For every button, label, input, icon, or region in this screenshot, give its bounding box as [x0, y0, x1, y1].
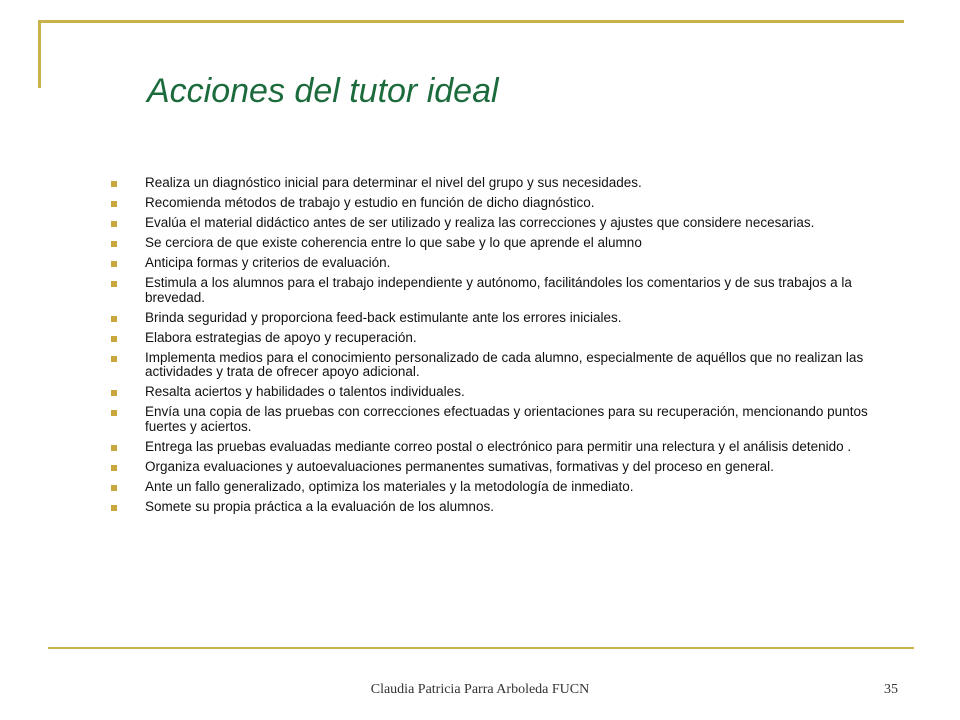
bullet-text: Entrega las pruebas evaluadas mediante correo postal o electrónico para permitir una relectura y el análisis detenido . [145, 438, 852, 454]
list-item [108, 196, 898, 211]
square-bullet-icon [111, 485, 117, 491]
list-item [108, 276, 898, 305]
bullet-text: Anticipa formas y criterios de evaluación. [145, 255, 391, 270]
list-item [108, 500, 898, 515]
square-bullet-icon [111, 505, 117, 511]
left-rule [38, 20, 41, 88]
list-item [108, 385, 898, 400]
square-bullet-icon [111, 281, 117, 287]
bullet-list [108, 176, 898, 520]
list-item [108, 460, 898, 475]
bullet-text: Implementa medios para el conocimiento personalizado de cada alumno, especialmente de aquéllos que no realizan las actividades y trata de ofrecer apoyo adicional. [145, 349, 864, 379]
footer-author: Claudia Patricia Parra Arboleda FUCN [370, 682, 590, 697]
list-item [108, 480, 898, 495]
list-item [108, 216, 898, 231]
list-item [108, 440, 898, 455]
square-bullet-icon [111, 261, 117, 267]
list-item [108, 176, 898, 191]
bottom-rule [48, 647, 914, 649]
bullet-text: Se cerciora de que existe coherencia entre lo que sabe y lo que aprende el alumno [145, 235, 642, 250]
square-bullet-icon [111, 356, 117, 362]
square-bullet-icon [111, 410, 117, 416]
square-bullet-icon [111, 241, 117, 247]
bullet-text: Elabora estrategias de apoyo y recuperación. [145, 329, 417, 345]
top-rule [38, 20, 904, 23]
square-bullet-icon [111, 316, 117, 322]
bullet-text: Brinda seguridad y proporciona feed-back estimulante ante los errores iniciales. [145, 309, 622, 325]
bullet-text: Evalúa el material didáctico antes de ser utilizado y realiza las correcciones y ajustes que considere necesarias. [145, 215, 815, 230]
square-bullet-icon [111, 465, 117, 471]
bullet-text: Estimula a los alumnos para el trabajo independiente y autónomo, facilitándoles los comentarios y de sus trabajos a la brevedad. [145, 275, 852, 305]
square-bullet-icon [111, 201, 117, 207]
square-bullet-icon [111, 221, 117, 227]
square-bullet-icon [111, 445, 117, 451]
page-number: 35 [884, 682, 898, 697]
bullet-text: Somete su propia práctica a la evaluación de los alumnos. [145, 498, 494, 514]
bullet-text: Resalta aciertos y habilidades o talentos individuales. [145, 384, 465, 399]
list-item [108, 331, 898, 346]
bullet-text: Recomienda métodos de trabajo y estudio en función de dicho diagnóstico. [145, 195, 595, 210]
square-bullet-icon [111, 336, 117, 342]
slide-title: Acciones del tutor ideal [147, 72, 499, 110]
bullet-text: Realiza un diagnóstico inicial para determinar el nivel del grupo y sus necesidades. [145, 175, 642, 190]
list-item [108, 236, 898, 251]
list-item [108, 311, 898, 326]
list-item [108, 405, 898, 434]
bullet-text: Ante un fallo generalizado, optimiza los materiales y la metodología de inmediato. [145, 478, 634, 494]
list-item [108, 256, 898, 271]
square-bullet-icon [111, 390, 117, 396]
list-item [108, 351, 898, 380]
bullet-text: Organiza evaluaciones y autoevaluaciones permanentes sumativas, formativas y del proceso en general. [145, 458, 774, 474]
square-bullet-icon [111, 181, 117, 187]
bullet-text: Envía una copia de las pruebas con correcciones efectuadas y orientaciones para su recuperación, mencionando puntos fuertes y aciertos. [145, 404, 868, 434]
